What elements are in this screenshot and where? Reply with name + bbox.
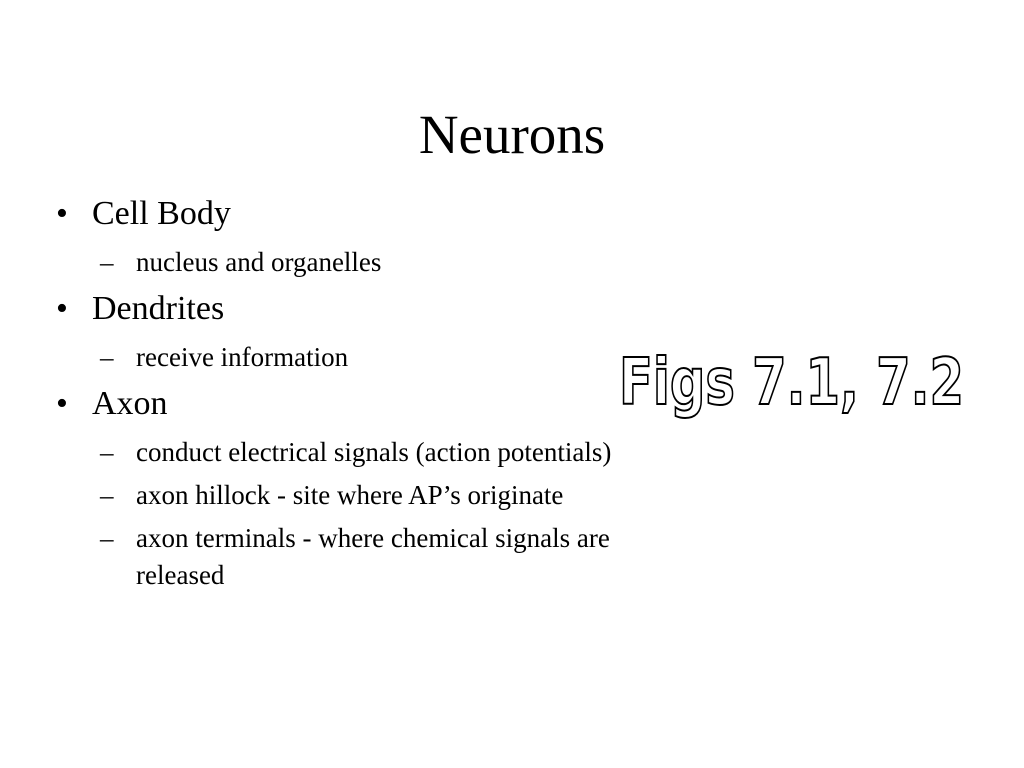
sub-bullet-item: [100, 477, 616, 514]
bullet-item: [56, 287, 616, 331]
dash-marker: –: [100, 247, 114, 277]
bullet-marker: •: [56, 385, 68, 422]
sub-bullet-text: axon terminals - where chemical signals are released: [136, 523, 610, 590]
dash-marker: –: [100, 480, 114, 510]
sub-bullet-item: [100, 434, 616, 471]
sub-bullet-item: [100, 339, 616, 376]
bullet-item: [56, 192, 616, 236]
bullet-marker: •: [56, 195, 68, 232]
sub-bullet-text: receive information: [136, 342, 349, 372]
figure-reference-text: Figs 7.1, 7.2: [619, 346, 964, 420]
sub-bullet-item: [100, 244, 616, 281]
bullet-list: [56, 192, 616, 600]
dash-marker: –: [100, 523, 114, 553]
figure-reference-outline-text: [619, 336, 979, 426]
bullet-text: Cell Body: [92, 195, 231, 232]
sub-bullet-item: [100, 520, 616, 594]
slide-title: Neurons: [418, 104, 606, 165]
sub-bullet-text: nucleus and organelles: [136, 247, 382, 277]
bullet-item: [56, 382, 616, 426]
bullet-text: Axon: [92, 385, 168, 422]
sub-bullet-text: axon hillock - site where AP’s originate: [136, 480, 564, 510]
figure-reference: [619, 336, 979, 426]
bullet-text: Dendrites: [92, 290, 225, 327]
bullet-marker: •: [56, 290, 68, 327]
sub-bullet-text: conduct electrical signals (action potentials): [136, 437, 612, 467]
dash-marker: –: [100, 342, 114, 372]
dash-marker: –: [100, 437, 114, 467]
